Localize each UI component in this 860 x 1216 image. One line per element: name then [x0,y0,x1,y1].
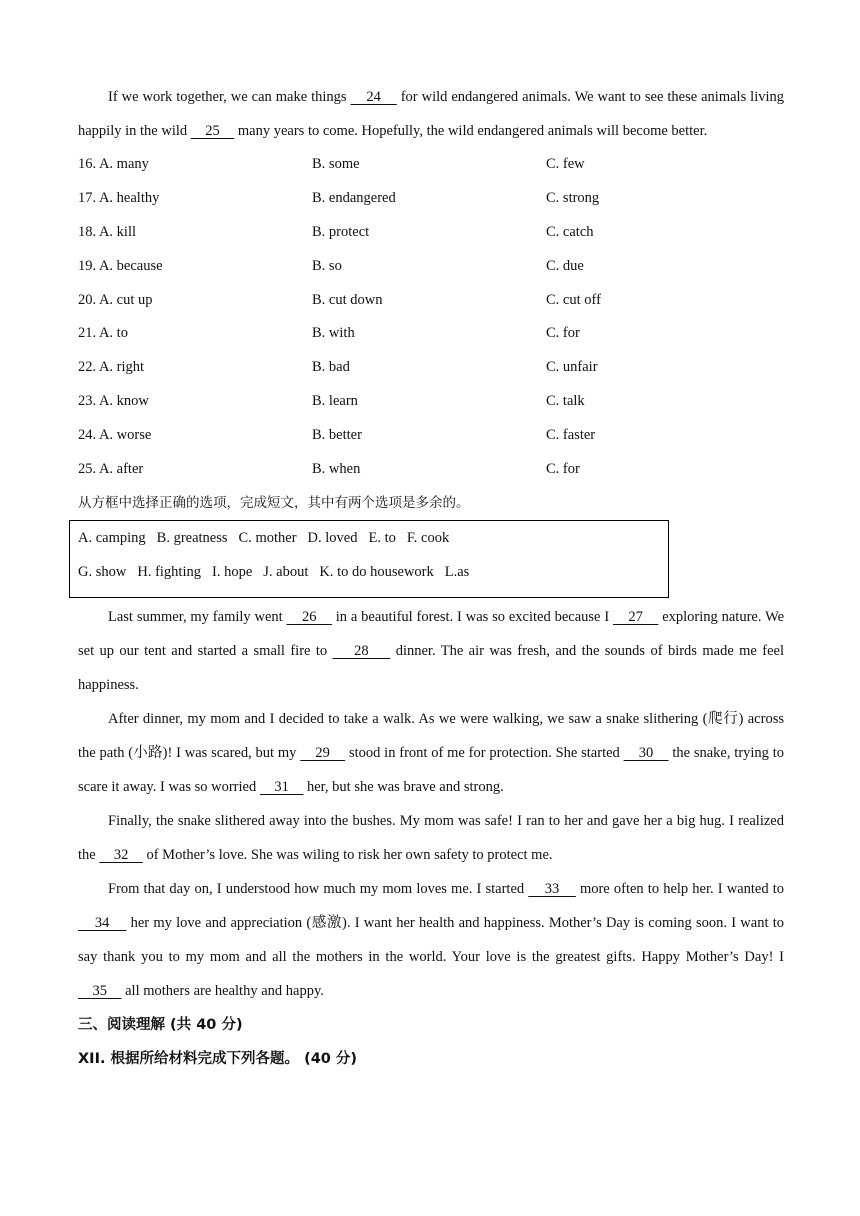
word-box-row [78,521,668,555]
blank-24: 24 [350,89,397,105]
blank-25: 25 [190,123,235,139]
passage2-paragraph [78,702,784,804]
text-run: dinner. The air was fresh, and the sounds of birds made me feel happiness. [78,642,785,693]
text-run: Last summer, my family went [108,608,287,625]
option-b: B. when [312,460,361,477]
question-row [78,317,784,351]
question-row [78,249,784,283]
section-heading: XII. 根据所给材料完成下列各题。 (40 分) [78,1050,358,1067]
word-option: I. hope [211,563,253,580]
option-a: 19. A. because [78,257,163,274]
word-option: B. greatness [156,529,228,546]
option-a: 21. A. to [78,325,128,342]
option-a: 22. A. right [78,359,145,376]
question-row [78,216,784,250]
option-b: B. learn [312,392,358,409]
word-option: A. camping [78,529,146,546]
option-a: 25. A. after [78,460,144,477]
passage1-ending [78,80,784,148]
option-c: C. cut off [546,291,601,308]
text-run: in a beautiful forest. I was so excited because I [331,608,614,625]
passage2-paragraph [78,872,784,1008]
option-c: C. few [546,156,585,173]
option-a: 17. A. healthy [78,190,160,207]
text-run: her my love and appreciation (感激). I want her health and happiness. Mother’s Day is coming soon. I want to say thank you to my mom and all the mothers in the world. Your love is the greatest gifts. Happy Mother’s Day! I [78,914,784,965]
text-run: From that day on, I understood how much my mom loves me. I started [108,880,529,897]
word-option: L.as [444,563,470,580]
option-c: C. for [546,460,580,477]
word-option: J. about [263,563,309,580]
blank-26: 26 [286,608,332,625]
option-a: 24. A. worse [78,426,152,443]
word-option: F. cook [406,529,450,546]
question-row [78,283,784,317]
text-run: Finally, the snake slithered away into the bushes. My mom was safe! I ran to her and gave her a big hug. I realized the [78,812,784,863]
blank-32: 32 [99,846,143,863]
word-option: G. show [78,563,127,580]
word-option: H. fighting [137,563,201,580]
section-heading: 三、阅读理解 (共 40 分) [78,1016,243,1033]
word-option: C. mother [238,529,297,546]
text-run: If we work together, we can make things [108,89,351,105]
word-option: E. to [368,529,396,546]
text-run: for wild endangered animals. We want to see these animals living happily in the wild [78,89,785,139]
text-run: the snake, trying to scare it away. I was so worried [78,744,785,795]
question-row [78,148,784,182]
blank-33: 33 [528,880,576,897]
option-b: B. bad [312,359,350,376]
option-c: C. talk [546,392,585,409]
passage2-paragraph [78,804,784,872]
option-b: B. some [312,156,360,173]
text-run: more often to help her. I wanted to [575,880,785,897]
blank-29: 29 [300,744,346,761]
option-a: 23. A. know [78,392,149,409]
text-run: After dinner, my mom and I decided to take a walk. As we were walking, we saw a snake slithering (爬行) across the path (小路)! I was scared, but my [78,710,784,761]
question-row [78,182,784,216]
word-option: D. loved [307,529,358,546]
blank-30: 30 [623,744,669,761]
blank-31: 31 [259,778,304,795]
text-run: exploring nature. We set up our tent and started a small fire to [78,608,785,659]
passage2-paragraph [78,600,784,702]
option-b: B. endangered [312,190,396,207]
option-c: C. strong [546,190,600,207]
question-row [78,452,784,486]
blank-28: 28 [332,642,391,659]
option-c: C. faster [546,426,596,443]
word-box-row [78,555,668,589]
text-run: all mothers are healthy and happy. [121,982,324,999]
word-option: K. to do housework [319,563,434,580]
question-options [78,148,784,486]
text-run: her, but she was brave and strong. [303,778,504,795]
option-c: C. catch [546,223,594,240]
question-row [78,385,784,419]
document-page [78,80,784,1076]
option-a: 16. A. many [78,156,149,173]
option-a: 20. A. cut up [78,291,153,308]
blank-35: 35 [78,982,122,999]
option-b: B. cut down [312,291,383,308]
text-run: many years to come. Hopefully, the wild endangered animals will become better. [234,123,708,139]
instruction-text: 从方框中选择正确的选项，完成短文，其中有两个选项是多余的。 [78,494,470,511]
blank-27: 27 [613,608,659,625]
text-run: stood in front of me for protection. She started [345,744,624,761]
question-row [78,351,784,385]
text-run: of Mother’s love. She was wiling to risk her own safety to protect me. [142,846,553,863]
option-b: B. better [312,426,362,443]
option-c: C. unfair [546,359,598,376]
option-c: C. for [546,325,580,342]
blank-34: 34 [78,914,127,931]
word-box [69,520,669,598]
option-b: B. so [312,257,342,274]
option-c: C. due [546,257,584,274]
option-b: B. with [312,325,355,342]
question-row [78,418,784,452]
option-b: B. protect [312,223,370,240]
option-a: 18. A. kill [78,223,137,240]
